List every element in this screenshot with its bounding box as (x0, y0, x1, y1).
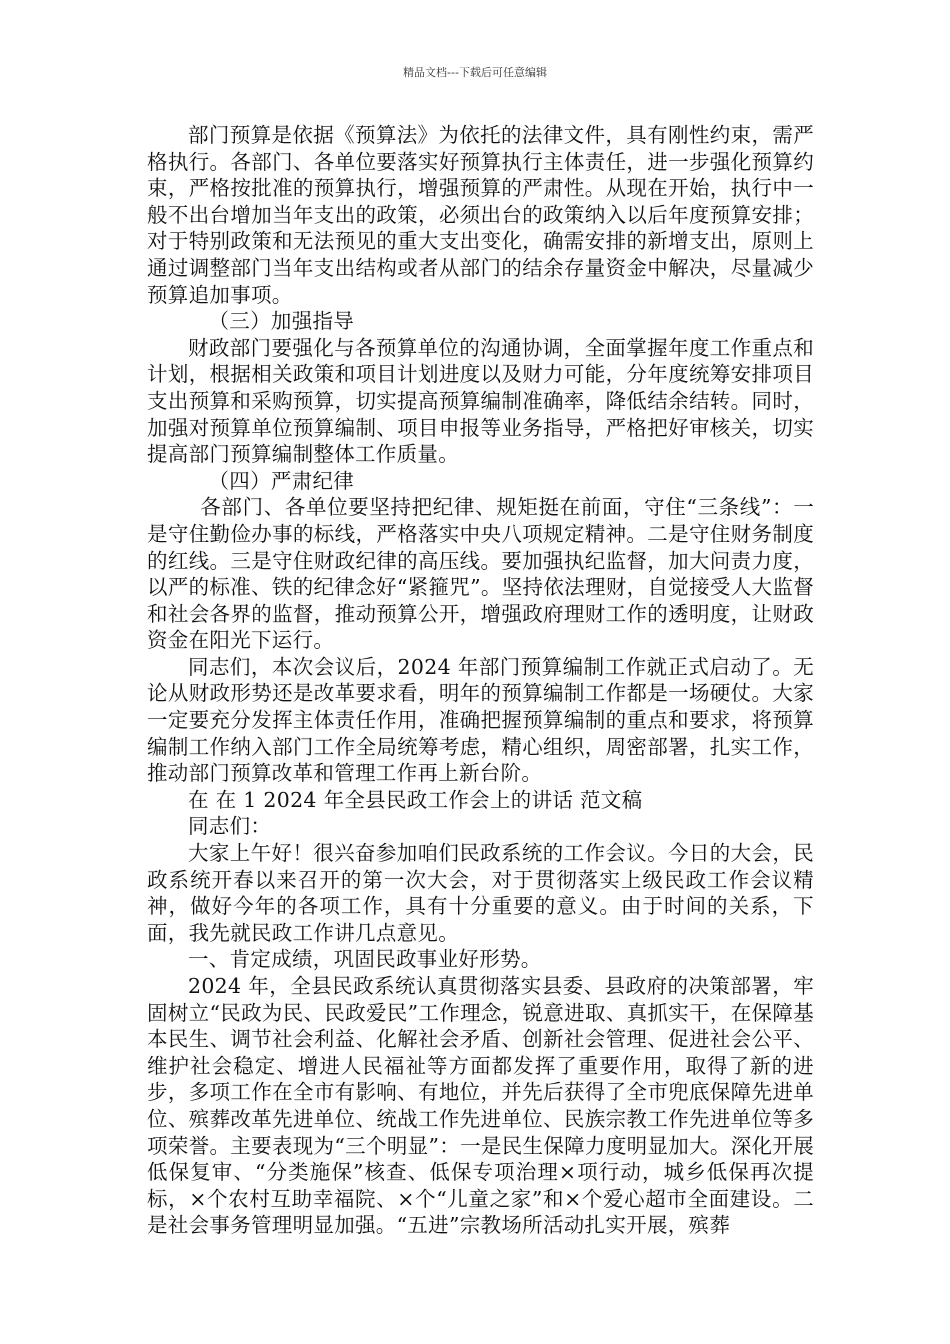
paragraph-discipline: 各部门、各单位要坚持把纪律、规矩挺在前面，守住“三条线”：一是守住勤俭办事的标线，严格落实中央八项规定精神。二是守住财务制度的红线。三是守住财政纪律的高压线。要加强执纪监督，加大问责力度，以严的标准、铁的纪律念好“紧箍咒”。坚持依法理财，自觉接受人大监督和社会各界的监督，推动预算公开，增强政府理财工作的透明度，让财政资金在阳光下运行。 (147, 495, 814, 653)
speech-title: 在 在 1 2024 年全县民政工作会上的讲话 范文稿 (188, 787, 643, 812)
paragraph-opening: 大家上午好！很兴奋参加咱们民政系统的工作会议。今日的大会，民政系统开春以来召开的第一次大会，对于贯彻落实上级民政工作会议精神，做好今年的各项工作，具有十分重要的意义。由于时间的关系，下面，我先就民政工作讲几点意见。 (147, 841, 814, 945)
heading-strict-discipline: （四）严肃纪律 (208, 468, 355, 493)
paragraph-closing: 同志们，本次会议后，2024 年部门预算编制工作就正式启动了。无论从财政形势还是改革要求看，明年的预算编制工作都是一场硬仗。大家一定要充分发挥主体责任作用，准确把握预算编制的重点和要求，将预算编制工作纳入部门工作全局统筹考虑，精心组织，周密部署，扎实工作，推动部门预算改革和管理工作再上新台阶。 (147, 654, 814, 786)
document-body (147, 122, 814, 1239)
paragraph-achievements: 2024 年，全县民政系统认真贯彻落实县委、县政府的决策部署，牢固树立“民政为民、民政爱民”工作理念，锐意进取、真抓实干，在保障基本民生、调节社会利益、化解社会矛盾、创新社会管理、促进社会公平、维护社会稳定、增进人民福祉等方面都发挥了重要作用，取得了新的进步，多项工作在全市有影响、有地位，并先后获得了全市兜底保障先进单位、殡葬改革先进单位、统战工作先进单位、民族宗教工作先进单位等多项荣誉。主要表现为“三个明显”：一是民生保障力度明显加大。深化开展低保复审、“分类施保”核查、低保专项治理×项行动，城乡低保再次提标，×个农村互助幸福院、×个“儿童之家”和×个爱心超市全面建设。二是社会事务管理明显加强。“五进”宗教场所活动扎实开展，殡葬 (147, 974, 814, 1238)
paragraph-budget-execution: 部门预算是依据《预算法》为依托的法律文件，具有刚性约束，需严格执行。各部门、各单位要落实好预算执行主体责任，进一步强化预算约束，严格按批准的预算执行，增强预算的严肃性。从现在开始，执行中一般不出台增加当年支出的政策，必须出台的政策纳入以后年度预算安排；对于特别政策和无法预见的重大支出变化，确需安排的新增支出，原则上通过调整部门当年支出结构或者从部门的结余存量资金中解决，尽量减少预算追加事项。 (147, 123, 814, 307)
section-heading-affirm-achievements: 一、肯定成绩，巩固民政事业好形势。 (188, 947, 542, 972)
heading-strengthen-guidance: （三）加强指导 (208, 309, 355, 334)
page-header: 精品文档---下载后可任意编辑 (403, 66, 547, 79)
salutation: 同志们： (188, 814, 272, 839)
paragraph-guidance: 财政部门要强化与各预算单位的沟通协调，全面掌握年度工作重点和计划，根据相关政策和项目计划进度以及财力可能，分年度统筹安排项目支出预算和采购预算，切实提高预算编制准确率，降低结余结转。同时，加强对预算单位预算编制、项目申报等业务指导，严格把好审核关，切实提高部门预算编制整体工作质量。 (147, 335, 814, 467)
